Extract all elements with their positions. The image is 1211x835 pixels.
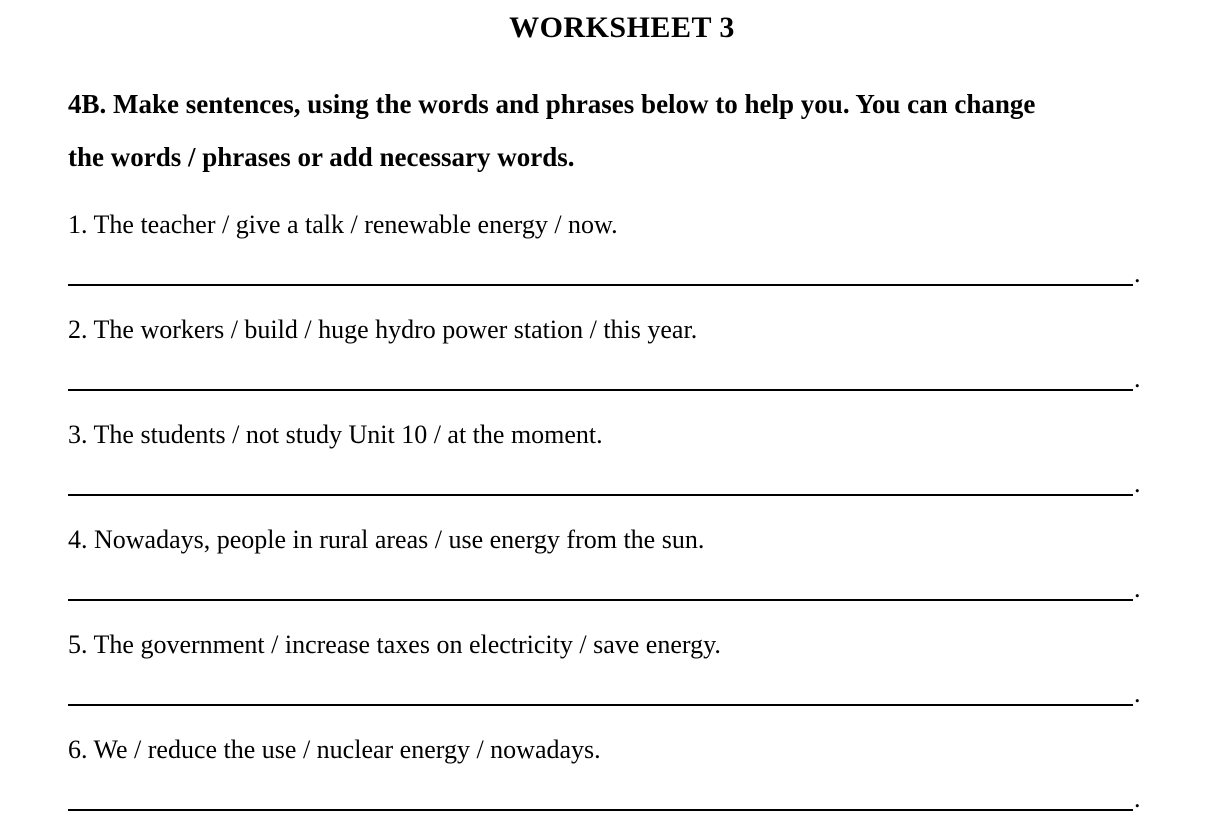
answer-line-period: . [1134, 784, 1141, 813]
exercise-instructions [68, 78, 1176, 184]
answer-line-period: . [1134, 679, 1141, 708]
exercise-items [68, 205, 1176, 811]
item-sentence: 6. We / reduce the use / nuclear energy / nowadays. [68, 735, 601, 764]
answer-line-period: . [1134, 469, 1141, 498]
answer-blank-line[interactable] [68, 680, 1133, 706]
exercise-item-6 [68, 730, 1176, 811]
exercise-item-4 [68, 520, 1176, 601]
answer-row [68, 260, 1176, 286]
instructions-line-2: the words / phrases or add necessary words. [68, 142, 575, 172]
answer-row [68, 785, 1176, 811]
instructions-line-1: 4B. Make sentences, using the words and phrases below to help you. You can change [68, 89, 1036, 119]
item-sentence: 3. The students / not study Unit 10 / at the moment. [68, 420, 603, 449]
answer-blank-line[interactable] [68, 575, 1133, 601]
answer-blank-line[interactable] [68, 785, 1133, 811]
answer-line-period: . [1134, 259, 1141, 288]
item-sentence: 2. The workers / build / huge hydro power station / this year. [68, 315, 698, 344]
answer-blank-line[interactable] [68, 365, 1133, 391]
answer-line-period: . [1134, 364, 1141, 393]
item-sentence: 4. Nowadays, people in rural areas / use energy from the sun. [68, 525, 705, 554]
answer-blank-line[interactable] [68, 470, 1133, 496]
item-sentence: 1. The teacher / give a talk / renewable energy / now. [68, 210, 618, 239]
exercise-item-3 [68, 415, 1176, 496]
answer-row [68, 470, 1176, 496]
answer-row [68, 575, 1176, 601]
answer-line-period: . [1134, 574, 1141, 603]
exercise-item-5 [68, 625, 1176, 706]
item-sentence: 5. The government / increase taxes on electricity / save energy. [68, 630, 721, 659]
page-title: WORKSHEET 3 [509, 11, 735, 44]
answer-row [68, 680, 1176, 706]
exercise-item-2 [68, 310, 1176, 391]
answer-row [68, 365, 1176, 391]
answer-blank-line[interactable] [68, 260, 1133, 286]
exercise-item-1 [68, 205, 1176, 286]
